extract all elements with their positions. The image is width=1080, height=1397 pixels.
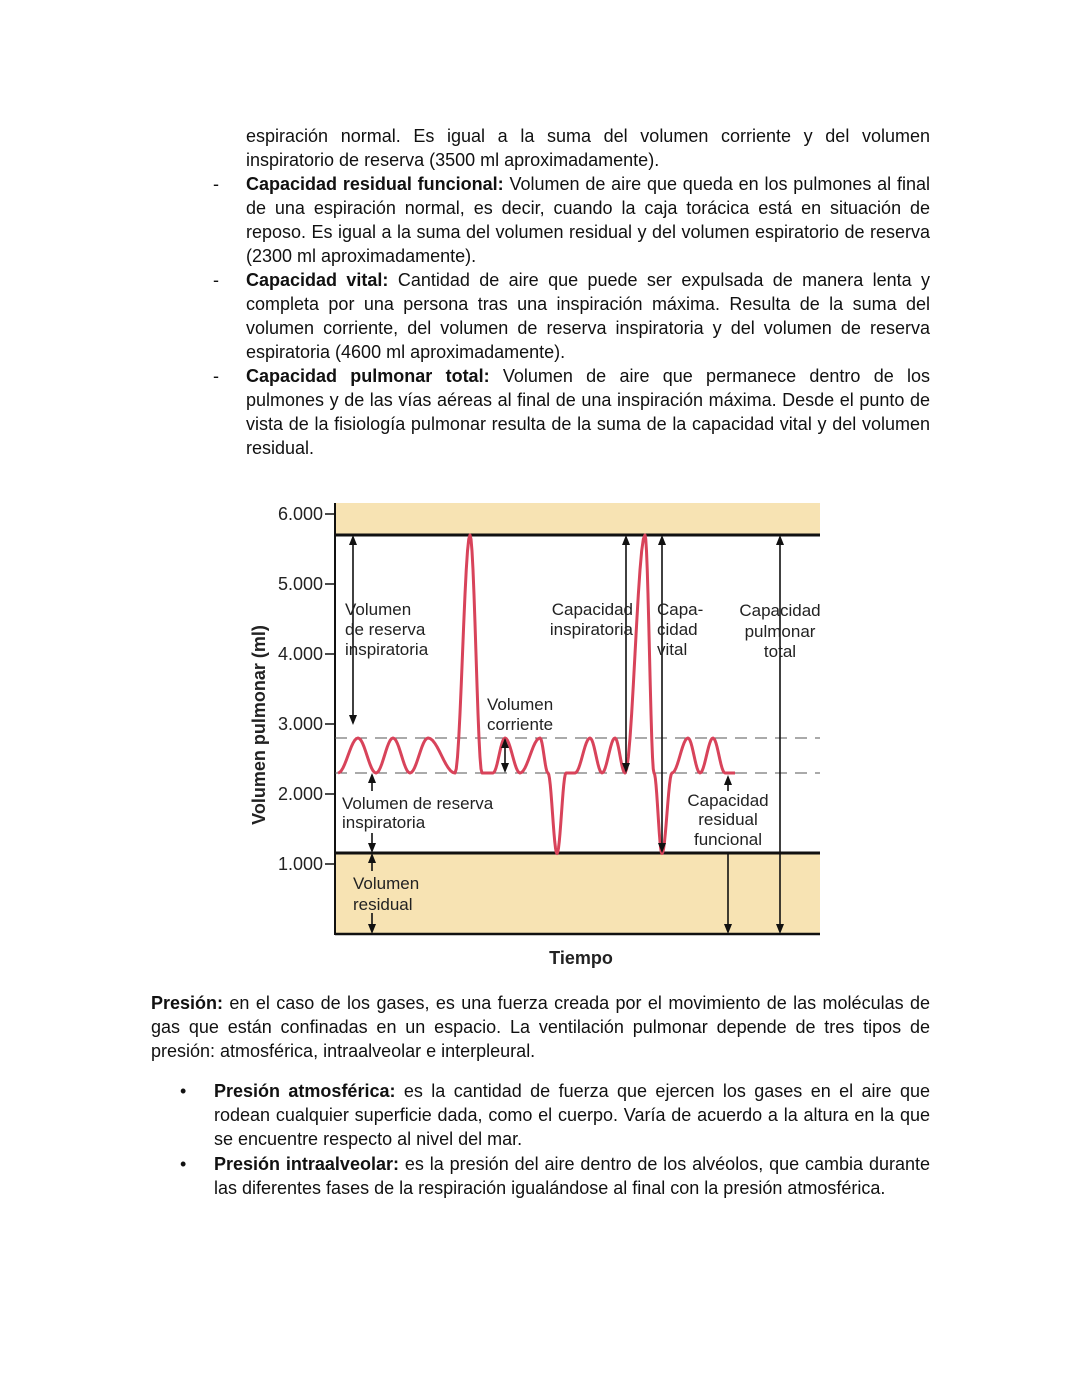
- definition-text: Cantidad de aire que puede ser expulsada de manera lenta y completa por una persona tras una inspiración máxima. Resulta de la suma del volumen corriente, del volumen de reserva inspiratoria y del volumen de reserva espiratoria (4600 ml aproximadamente).: [246, 270, 931, 363]
- annotation-vri-line3: inspiratoria: [345, 640, 429, 659]
- annotation-ci-line1: Capacidad: [551, 600, 633, 619]
- definition-text: Volumen de aire que queda en los pulmones al final de una espiración normal, es decir, cuando la caja torácica está en situación de reposo. Es igual a la suma del volumen residual y del volumen espiratorio de reserva (2300 ml aproximadamente).: [246, 174, 930, 267]
- presion-paragraph: [151, 991, 930, 1063]
- continuation-paragraph: espiración normal. Es igual a la suma del volumen corriente y del volumen inspiratorio de reserva (3500 ml aproximadamente).: [246, 126, 930, 171]
- bullet-term: Presión atmosférica:: [214, 1081, 396, 1101]
- definition-capacidad-vital: [246, 268, 930, 364]
- annotation-cpt-line2: pulmonar: [744, 622, 816, 641]
- annotation-cv-line1: Capa-: [657, 600, 704, 619]
- y-axis-label: Volumen pulmonar (ml): [249, 625, 269, 825]
- residual-volume-band: [335, 853, 820, 934]
- bullet-marker: •: [180, 1154, 187, 1174]
- annotation-cv-line3: vital: [657, 640, 688, 659]
- annotation-vre-line2: inspiratoria: [342, 813, 426, 832]
- definition-text: Volumen de aire que permanece dentro de los pulmones y de las vías aéreas al final de una inspiración máxima. Desde el punto de vista de la fisiología pulmonar resulta de la suma de la capacidad vital y del volumen residual.: [246, 366, 931, 459]
- arrow-vre-up-icon: [368, 773, 376, 791]
- dash-marker: -: [213, 270, 219, 290]
- max-inspiration-band: [335, 503, 820, 535]
- annotation-crf-line1: Capacidad: [687, 791, 769, 810]
- lung-volume-chart: [240, 495, 830, 975]
- chart-svg: [240, 495, 830, 975]
- annotation-vri-line1: Volumen: [345, 600, 412, 619]
- definition-term: Capacidad vital:: [246, 270, 389, 290]
- bullet-term: Presión intraalveolar:: [214, 1154, 399, 1174]
- arrow-vre-down-icon: [368, 833, 376, 853]
- annotation-ci-line2: inspiratoria: [549, 620, 633, 639]
- dash-marker: -: [213, 366, 219, 386]
- presion-term: Presión:: [151, 993, 224, 1013]
- bullet-marker: •: [180, 1081, 187, 1101]
- definition-capacidad-residual-funcional: [246, 172, 930, 268]
- bullet-text: es la cantidad de fuerza que ejercen los gases en el aire que rodean cualquier superficie dada, como el cuerpo. Varía de acuerdo a la altura en la que se encuentre respecto al nivel del mar.: [214, 1081, 930, 1150]
- bullet-presion-intraalveolar: [214, 1152, 930, 1200]
- dash-marker: -: [213, 174, 219, 194]
- arrow-crf-up-icon: [724, 775, 732, 791]
- y-tick-label: 5.000: [277, 574, 323, 594]
- y-tick-label: 4.000: [277, 644, 323, 664]
- annotation-vc-line1: Volumen: [487, 695, 554, 714]
- annotation-vr-line1: Volumen: [353, 874, 420, 893]
- annotation-vre-line1: Volumen de reserva: [342, 794, 494, 813]
- annotation-crf-line3: funcional: [693, 830, 763, 849]
- y-tick-label: 6.000: [277, 504, 323, 524]
- annotation-cpt-line3: total: [763, 642, 797, 661]
- y-tick-label: 3.000: [277, 714, 323, 734]
- annotation-vr-line2: residual: [353, 895, 413, 914]
- presion-text: en el caso de los gases, es una fuerza creada por el movimiento de las moléculas de gas que están confinadas en un espacio. La ventilación pulmonar depende de tres tipos de presión: atmosférica, intraalveolar e interpleural.: [151, 993, 930, 1062]
- annotation-vri-line2: de reserva: [345, 620, 426, 639]
- bullet-presion-atmosferica: [214, 1079, 930, 1151]
- y-tick-label: 1.000: [277, 854, 323, 874]
- annotation-cv-line2: cidad: [657, 620, 698, 639]
- x-axis-label: Tiempo: [549, 948, 613, 968]
- y-tick-label: 2.000: [277, 784, 323, 804]
- definition-term: Capacidad residual funcional:: [246, 174, 504, 194]
- annotation-vc-line2: corriente: [487, 715, 554, 734]
- definition-capacidad-pulmonar-total: [246, 364, 930, 460]
- bullet-text: es la presión del aire dentro de los alvéolos, que cambia durante las diferentes fases de la respiración igualándose al final con la presión atmosférica.: [214, 1154, 930, 1199]
- definition-term: Capacidad pulmonar total:: [246, 366, 490, 386]
- annotation-crf-line2: residual: [698, 810, 758, 829]
- arrow-cv-icon: [658, 535, 666, 853]
- annotation-cpt-line1: Capacidad: [739, 601, 821, 620]
